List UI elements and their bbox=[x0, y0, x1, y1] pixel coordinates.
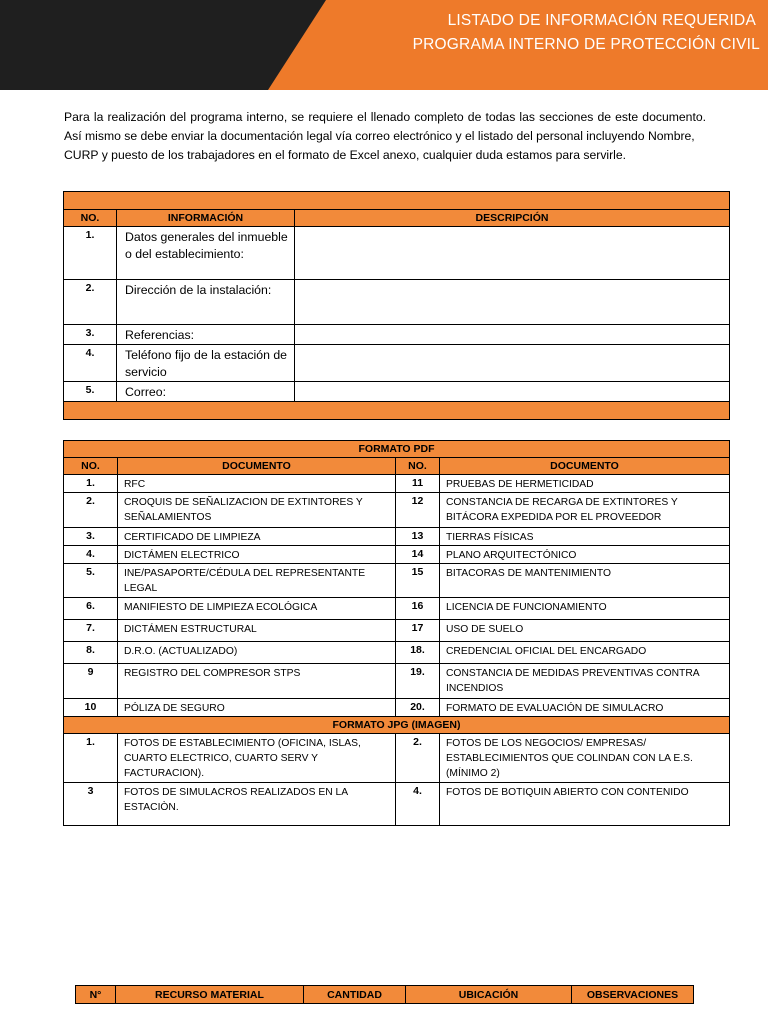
pdf-format-title: FORMATO PDF bbox=[64, 441, 730, 458]
col-header-quantity: CANTIDAD bbox=[304, 986, 406, 1004]
information-table bbox=[63, 191, 730, 420]
row-number: 1. bbox=[64, 475, 118, 493]
pdf-section-title bbox=[64, 441, 730, 458]
description-field[interactable] bbox=[295, 280, 730, 325]
document-name: FOTOS DE SIMULACROS REALIZADOS EN LA ESTACIÒN. bbox=[118, 783, 396, 826]
document-name: DICTÁMEN ELECTRICO bbox=[118, 546, 396, 564]
row-number: 1. bbox=[64, 227, 117, 280]
table-row bbox=[64, 642, 730, 664]
documents-table bbox=[63, 440, 730, 826]
document-name: FOTOS DE LOS NEGOCIOS/ EMPRESAS/ ESTABLECIMIENTOS QUE COLINDAN CON LA E.S. (MÍNIMO 2) bbox=[440, 734, 730, 783]
row-number: 9 bbox=[64, 664, 118, 699]
document-name: CROQUIS DE SEÑALIZACION DE EXTINTORES Y SEÑALAMIENTOS bbox=[118, 493, 396, 528]
table-row bbox=[64, 227, 730, 280]
table-row bbox=[64, 382, 730, 402]
table-row bbox=[64, 664, 730, 699]
table-row bbox=[64, 493, 730, 528]
table-row bbox=[64, 528, 730, 546]
row-number: 3. bbox=[64, 325, 117, 345]
document-name: CONSTANCIA DE MEDIDAS PREVENTIVAS CONTRA INCENDIOS bbox=[440, 664, 730, 699]
row-label: Referencias: bbox=[117, 325, 295, 345]
document-name: TIERRAS FÍSICAS bbox=[440, 528, 730, 546]
col-header-observations: OBSERVACIONES bbox=[572, 986, 694, 1004]
row-label: Dirección de la instalación: bbox=[117, 280, 295, 325]
document-name: D.R.O. (ACTUALIZADO) bbox=[118, 642, 396, 664]
table-row bbox=[64, 345, 730, 382]
row-number: 16 bbox=[396, 598, 440, 620]
row-number: 2. bbox=[396, 734, 440, 783]
document-name: FOTOS DE BOTIQUIN ABIERTO CON CONTENIDO bbox=[440, 783, 730, 826]
document-name: RFC bbox=[118, 475, 396, 493]
col-header-no-2: NO. bbox=[396, 458, 440, 475]
table-row bbox=[64, 620, 730, 642]
description-field[interactable] bbox=[295, 345, 730, 382]
info-table-bottom-band bbox=[64, 402, 730, 420]
info-table-header bbox=[64, 210, 730, 227]
col-header-desc: DESCRIPCIÓN bbox=[295, 210, 730, 227]
col-header-document-2: DOCUMENTO bbox=[440, 458, 730, 475]
document-name: FOTOS DE ESTABLECIMIENTO (OFICINA, ISLAS, CUARTO ELECTRICO, CUARTO SERV Y FACTURACION). bbox=[118, 734, 396, 783]
row-number: 8. bbox=[64, 642, 118, 664]
row-number: 20. bbox=[396, 699, 440, 717]
col-header-number: N° bbox=[76, 986, 116, 1004]
header-title-line2: PROGRAMA INTERNO DE PROTECCIÓN CIVIL bbox=[412, 36, 760, 53]
col-header-no: NO. bbox=[64, 458, 118, 475]
row-number: 10 bbox=[64, 699, 118, 717]
intro-text bbox=[64, 108, 706, 165]
document-name: CONSTANCIA DE RECARGA DE EXTINTORES Y BITÁCORA EXPEDIDA POR EL PROVEEDOR bbox=[440, 493, 730, 528]
row-number: 4. bbox=[64, 546, 118, 564]
table-row bbox=[64, 699, 730, 717]
resources-table bbox=[75, 985, 694, 1004]
document-name: FORMATO DE EVALUACIÓN DE SIMULACRO bbox=[440, 699, 730, 717]
row-number: 18. bbox=[396, 642, 440, 664]
table-row bbox=[64, 564, 730, 598]
row-number: 3. bbox=[64, 528, 118, 546]
row-number: 5. bbox=[64, 564, 118, 598]
table-row bbox=[64, 475, 730, 493]
col-header-material: RECURSO MATERIAL bbox=[116, 986, 304, 1004]
document-name: BITACORAS DE MANTENIMIENTO bbox=[440, 564, 730, 598]
row-number: 11 bbox=[396, 475, 440, 493]
row-number: 4. bbox=[396, 783, 440, 826]
row-number: 5. bbox=[64, 382, 117, 402]
table-row bbox=[64, 325, 730, 345]
pdf-table-header bbox=[64, 458, 730, 475]
header-title-line1: LISTADO DE INFORMACIÓN REQUERIDA bbox=[447, 12, 756, 29]
row-label: Correo: bbox=[117, 382, 295, 402]
row-number: 4. bbox=[64, 345, 117, 382]
document-name: CERTIFICADO DE LIMPIEZA bbox=[118, 528, 396, 546]
table-row bbox=[64, 734, 730, 783]
col-header-document: DOCUMENTO bbox=[118, 458, 396, 475]
row-label: Datos generales del inmueble o del establecimiento: bbox=[117, 227, 295, 280]
row-number: 12 bbox=[396, 493, 440, 528]
document-name: REGISTRO DEL COMPRESOR STPS bbox=[118, 664, 396, 699]
row-number: 17 bbox=[396, 620, 440, 642]
row-number: 13 bbox=[396, 528, 440, 546]
row-number: 1. bbox=[64, 734, 118, 783]
table-row bbox=[64, 546, 730, 564]
document-name: PÓLIZA DE SEGURO bbox=[118, 699, 396, 717]
document-name: LICENCIA DE FUNCIONAMIENTO bbox=[440, 598, 730, 620]
description-field[interactable] bbox=[295, 227, 730, 280]
col-header-no: NO. bbox=[64, 210, 117, 227]
intro-paragraph-2: CURP y puesto de los trabajadores en el formato de Excel anexo, cualquier duda estamos para servirle. bbox=[64, 148, 627, 162]
row-label: Teléfono fijo de la estación de servicio bbox=[117, 345, 295, 382]
row-number: 2. bbox=[64, 493, 118, 528]
resources-table-header bbox=[76, 986, 694, 1004]
description-field[interactable] bbox=[295, 382, 730, 402]
table-row bbox=[64, 783, 730, 826]
jpg-section-title bbox=[64, 717, 730, 734]
document-name: PLANO ARQUITECTÓNICO bbox=[440, 546, 730, 564]
row-number: 2. bbox=[64, 280, 117, 325]
row-number: 3 bbox=[64, 783, 118, 826]
col-header-location: UBICACIÓN bbox=[406, 986, 572, 1004]
document-name: MANIFIESTO DE LIMPIEZA ECOLÓGICA bbox=[118, 598, 396, 620]
row-number: 6. bbox=[64, 598, 118, 620]
document-name: DICTÁMEN ESTRUCTURAL bbox=[118, 620, 396, 642]
document-name: USO DE SUELO bbox=[440, 620, 730, 642]
jpg-format-title: FORMATO JPG (IMAGEN) bbox=[64, 717, 730, 734]
row-number: 7. bbox=[64, 620, 118, 642]
row-number: 19. bbox=[396, 664, 440, 699]
col-header-info: INFORMACIÓN bbox=[117, 210, 295, 227]
description-field[interactable] bbox=[295, 325, 730, 345]
header-banner bbox=[0, 0, 768, 90]
row-number: 14 bbox=[396, 546, 440, 564]
table-row bbox=[64, 598, 730, 620]
table-row bbox=[64, 280, 730, 325]
intro-paragraph-1: Para la realización del programa interno, se requiere el llenado completo de todas las secciones de este documento. Así mismo se debe enviar la documentación legal vía correo electrónico y el listado del personal incluyendo Nombre, bbox=[64, 110, 706, 143]
row-number: 15 bbox=[396, 564, 440, 598]
document-name: CREDENCIAL OFICIAL DEL ENCARGADO bbox=[440, 642, 730, 664]
info-table-top-band bbox=[64, 192, 730, 210]
document-name: PRUEBAS DE HERMETICIDAD bbox=[440, 475, 730, 493]
document-name: INE/PASAPORTE/CÉDULA DEL REPRESENTANTE LEGAL bbox=[118, 564, 396, 598]
